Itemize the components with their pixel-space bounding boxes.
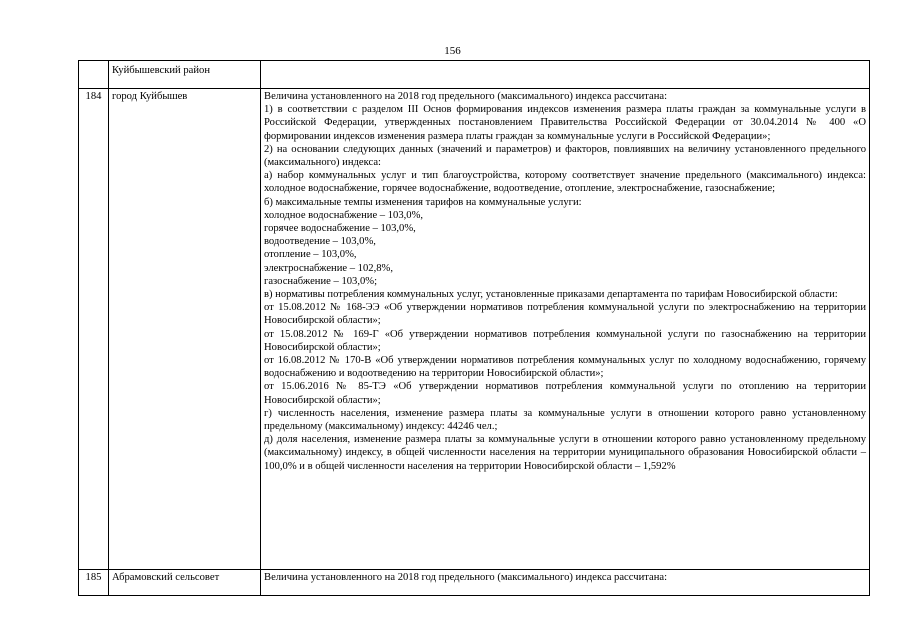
- description-line: отопление – 103,0%,: [264, 249, 357, 261]
- description-line: от 15.08.2012 № 169-Г «Об утверждении нормативов потребления коммунальной услуги по газоснабжению на территории Новосибирской области»;: [264, 328, 866, 353]
- table-row: [79, 89, 870, 570]
- index-description: [261, 570, 870, 596]
- table-row: [79, 570, 870, 596]
- description-line: от 16.08.2012 № 170-В «Об утверждении нормативов потребления коммунальных услуг по холодному водоснабжению, горячему водоснабжению и водоотведению на территории Новосибирской области»;: [264, 355, 866, 380]
- description-line: горячее водоснабжение – 103,0%,: [264, 223, 416, 235]
- description-line: а) набор коммунальных услуг и тип благоустройства, которому соответствует значение предельного (максимального) индекса: холодное водоснабжение, горячее водоснабжение, водоотведение, отопление, электроснабжение, газоснабжение;: [264, 170, 866, 195]
- district-num-cell: [79, 61, 109, 89]
- district-name: Куйбышевский район: [109, 61, 261, 89]
- description-line: в) нормативы потребления коммунальных услуг, установленные приказами департамента по тарифам Новосибирской области:: [264, 289, 838, 301]
- description-line: Величина установленного на 2018 год предельного (максимального) индекса рассчитана:: [264, 572, 668, 583]
- description-line: г) численность населения, изменение размера платы за коммунальные услуги в отношении которого равно установленному предельному (максимальному) индексу: 44246 чел.;: [264, 407, 866, 433]
- description-line: 2) на основании следующих данных (значений и параметров) и факторов, повлиявших на величину установленного предельного (максимального) индекса:: [264, 143, 866, 169]
- description-line: от 15.06.2016 № 85-ТЭ «Об утверждении нормативов потребления коммунальной услуги по отоплению на территории Новосибирской области»;: [264, 381, 866, 406]
- description-line: водоотведение – 103,0%,: [264, 236, 376, 248]
- page-number: 156: [444, 45, 461, 57]
- row-number: 184: [79, 89, 109, 570]
- municipality-name: Абрамовский сельсовет: [109, 570, 261, 596]
- municipality-name: город Куйбышев: [109, 89, 261, 570]
- description-line: электроснабжение – 102,8%,: [264, 262, 393, 274]
- description-line: холодное водоснабжение – 103,0%,: [264, 209, 424, 221]
- description-line: газоснабжение – 103,0%;: [264, 275, 378, 287]
- row-number: 185: [79, 570, 109, 596]
- index-table: [78, 60, 870, 596]
- district-desc-cell: [261, 61, 870, 89]
- description-line: от 15.08.2012 № 168-ЭЭ «Об утверждении нормативов потребления коммунальной услуги по электроснабжению на территории Новосибирской области»;: [264, 302, 866, 327]
- index-description: [261, 89, 870, 570]
- description-line: Величина установленного на 2018 год предельного (максимального) индекса рассчитана:: [264, 91, 668, 102]
- description-line: 1) в соответствии с разделом III Основ формирования индексов изменения размера платы граждан за коммунальные услуги в Российской Федерации, утвержденных постановлением Правительства Российской Федерации от 30.04.2014 № 400 «О формировании индексов изменения размера платы граждан за коммунальные услуги в Российской Федерации»;: [264, 104, 866, 142]
- district-header-row: [79, 61, 870, 89]
- description-line: д) доля населения, изменение размера платы за коммунальные услуги в отношении которого равно установленному предельному (максимальному) индексу, в общей численности населения на территории муниципального образования Новосибирской области – 100,0% и в общей численности населения на территории Новосибирской области – 1,592%: [264, 434, 866, 472]
- description-line: б) максимальные темпы изменения тарифов на коммунальные услуги:: [264, 196, 582, 208]
